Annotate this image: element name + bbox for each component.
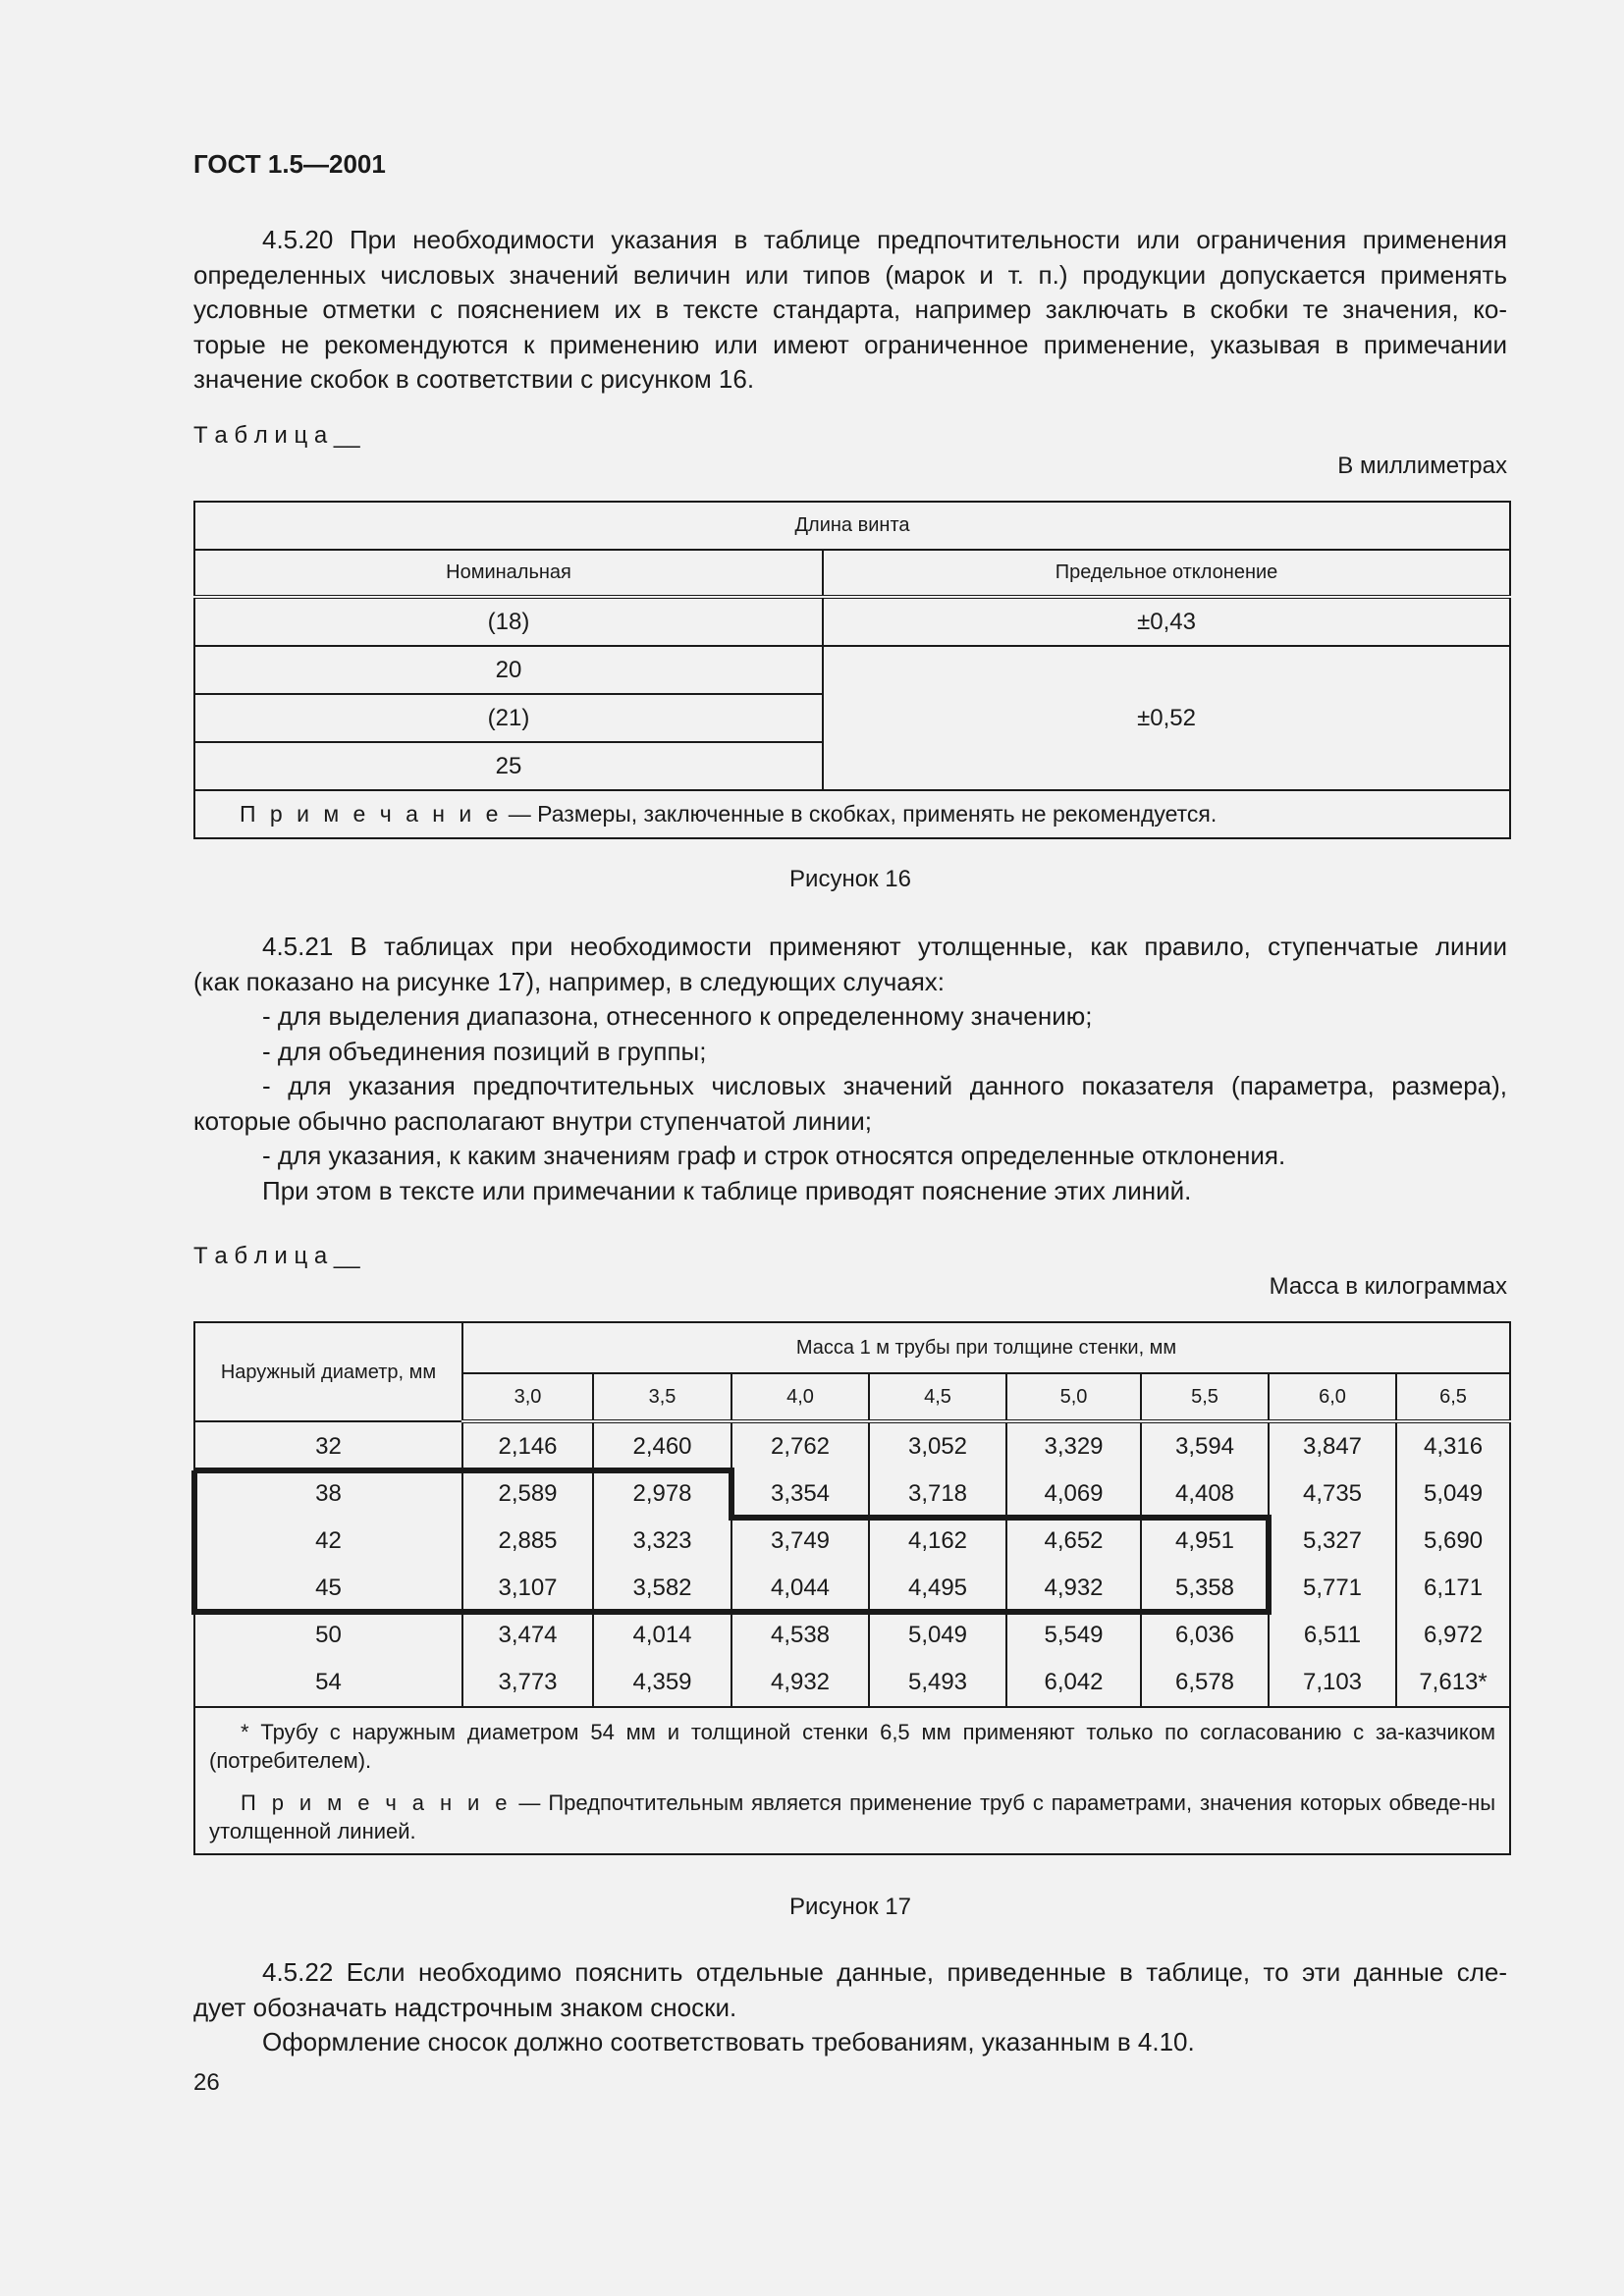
paragraph-4-5-20 (193, 223, 1507, 398)
note-text: — Предпочтительным является применение труб с параметрами, значения которых обведе-ны утолщенной линией. (209, 1790, 1496, 1843)
mass-cell: 2,978 (593, 1470, 731, 1518)
figure-caption: Рисунок 16 (789, 866, 911, 892)
paragraph-line: (как показано на рисунке 17), например, в следующих случаях: (193, 966, 946, 996)
mass-cell: 2,885 (462, 1518, 593, 1565)
group-header: Длина винта (194, 502, 1510, 550)
list-item: - для указания, к каким значениям граф и строк относятся определенные отклонения. (262, 1141, 1286, 1170)
mass-cell: 3,847 (1269, 1421, 1396, 1470)
mass-cell: 4,951 (1141, 1518, 1269, 1565)
paragraph-4-5-22 (193, 1955, 1507, 2060)
mass-cell: 5,358 (1141, 1565, 1269, 1612)
mass-cell: 4,316 (1396, 1421, 1510, 1470)
mass-cell: 2,146 (462, 1421, 593, 1470)
document-code: ГОСТ 1.5—2001 (193, 149, 386, 179)
mass-cell: 4,652 (1006, 1518, 1141, 1565)
mass-cell: 3,107 (462, 1565, 593, 1612)
table-label: Т а б л и ц а __ (193, 422, 360, 449)
figure-caption: Рисунок 17 (789, 1894, 911, 1920)
mass-cell: 6,171 (1396, 1565, 1510, 1612)
paragraph-line: дует обозначать надстрочным знаком сноски. (193, 1992, 737, 2022)
deviation-cell: ±0,43 (823, 597, 1510, 646)
table-note (194, 790, 1510, 838)
mass-cell: 5,327 (1269, 1518, 1396, 1565)
column-header-deviation: Предельное отклонение (823, 550, 1510, 597)
mass-cell: 6,036 (1141, 1612, 1269, 1659)
mass-cell: 3,773 (462, 1659, 593, 1707)
mass-cell: 3,474 (462, 1612, 593, 1659)
mass-cell: 4,014 (593, 1612, 731, 1659)
page-number: 26 (193, 2069, 220, 2096)
thickness-header: 4,0 (731, 1373, 869, 1421)
nominal-cell: 20 (194, 646, 823, 694)
paragraph-line: 4.5.22 Если необходимо пояснить отдельные данные, приведенные в таблице, то эти данные сле- (262, 1957, 1507, 1987)
deviation-cell: ±0,52 (823, 646, 1510, 790)
table-units: В миллиметрах (1337, 453, 1507, 479)
mass-cell: 4,538 (731, 1612, 869, 1659)
nominal-cell: (18) (194, 597, 823, 646)
mass-cell: 6,578 (1141, 1659, 1269, 1707)
mass-cell: 4,044 (731, 1565, 869, 1612)
mass-cell: 5,493 (869, 1659, 1006, 1707)
table-row (194, 1421, 1510, 1470)
table-row (194, 597, 1510, 646)
thickness-header: 6,0 (1269, 1373, 1396, 1421)
note-label: П р и м е ч а н и е (241, 1790, 512, 1815)
mass-cell: 4,735 (1269, 1470, 1396, 1518)
mass-cell: 5,049 (869, 1612, 1006, 1659)
note-label: П р и м е ч а н и е (240, 801, 503, 827)
nominal-cell: 25 (194, 742, 823, 790)
thickness-header: 4,5 (869, 1373, 1006, 1421)
table-row (194, 1612, 1510, 1659)
paragraph-line: Оформление сносок должно соответствовать требованиям, указанным в 4.10. (262, 2027, 1195, 2056)
pipe-mass-rows (194, 1421, 1510, 1707)
paragraph-line: значение скобок в соответствии с рисунком 16. (193, 364, 755, 394)
thickness-header: 3,5 (593, 1373, 731, 1421)
mass-cell: 2,589 (462, 1470, 593, 1518)
paragraph-line: При этом в тексте или примечании к таблице приводят пояснение этих линий. (262, 1175, 1192, 1205)
mass-cell: 2,762 (731, 1421, 869, 1470)
pipe-mass-table (193, 1321, 1511, 1855)
mass-cell: 3,323 (593, 1518, 731, 1565)
mass-cell: 4,932 (731, 1659, 869, 1707)
mass-cell: 3,052 (869, 1421, 1006, 1470)
table-units: Масса в килограммах (1269, 1273, 1507, 1300)
paragraph-line: определенных числовых значений величин или типов (марок и т. п.) продукции допускается применять (193, 259, 1507, 290)
mass-cell: 2,460 (593, 1421, 731, 1470)
mass-cell: 7,613* (1396, 1659, 1510, 1707)
table-row (194, 1518, 1510, 1565)
mass-cell: 5,049 (1396, 1470, 1510, 1518)
table-row (194, 1470, 1510, 1518)
mass-cell: 3,749 (731, 1518, 869, 1565)
mass-cell: 6,972 (1396, 1612, 1510, 1659)
table-row (194, 646, 1510, 694)
column-header-diameter: Наружный диаметр, мм (194, 1322, 462, 1421)
group-header: Масса 1 м трубы при толщине стенки, мм (462, 1322, 1510, 1373)
table-footer (194, 1707, 1510, 1854)
mass-cell: 6,042 (1006, 1659, 1141, 1707)
mass-cell: 4,495 (869, 1565, 1006, 1612)
note-text: — Размеры, заключенные в скобках, применять не рекомендуется. (502, 801, 1218, 827)
diameter-cell: 38 (194, 1470, 462, 1518)
paragraph-line: торые не рекомендуются к применению или имеют ограниченное применение, указывая в примечании (193, 329, 1507, 359)
diameter-cell: 54 (194, 1659, 462, 1707)
mass-cell: 4,359 (593, 1659, 731, 1707)
table-label: Т а б л и ц а __ (193, 1243, 360, 1269)
column-header-nominal: Номинальная (194, 550, 823, 597)
paragraph-4-5-21 (193, 930, 1507, 1208)
mass-cell: 3,354 (731, 1470, 869, 1518)
mass-cell: 4,162 (869, 1518, 1006, 1565)
mass-cell: 4,932 (1006, 1565, 1141, 1612)
mass-cell: 4,408 (1141, 1470, 1269, 1518)
table-row (194, 1659, 1510, 1707)
thickness-header: 6,5 (1396, 1373, 1510, 1421)
footnote: * Трубу с наружным диаметром 54 мм и толщиной стенки 6,5 мм применяют только по согласованию с за-казчиком (потребителем). (209, 1720, 1496, 1773)
screw-length-table (193, 501, 1511, 839)
diameter-cell: 45 (194, 1565, 462, 1612)
nominal-cell: (21) (194, 694, 823, 742)
mass-cell: 4,069 (1006, 1470, 1141, 1518)
mass-cell: 5,771 (1269, 1565, 1396, 1612)
diameter-cell: 42 (194, 1518, 462, 1565)
list-item: - для объединения позиций в группы; (262, 1036, 707, 1066)
table-row (194, 1565, 1510, 1612)
diameter-cell: 50 (194, 1612, 462, 1659)
mass-cell: 5,549 (1006, 1612, 1141, 1659)
list-item: - для указания предпочтительных числовых значений данного показателя (параметра, размера), (262, 1071, 1507, 1100)
thickness-header: 5,0 (1006, 1373, 1141, 1421)
table-note (209, 1789, 1495, 1845)
mass-cell: 3,329 (1006, 1421, 1141, 1470)
thickness-header: 5,5 (1141, 1373, 1269, 1421)
thickness-header: 3,0 (462, 1373, 593, 1421)
mass-cell: 7,103 (1269, 1659, 1396, 1707)
mass-cell: 3,718 (869, 1470, 1006, 1518)
paragraph-line: 4.5.21 В таблицах при необходимости применяют утолщенные, как правило, ступенчатые линии (262, 932, 1507, 961)
mass-cell: 6,511 (1269, 1612, 1396, 1659)
mass-cell: 3,594 (1141, 1421, 1269, 1470)
paragraph-line: условные отметки с пояснением их в тексте стандарта, например заключать в скобки те значения, ко- (193, 294, 1507, 324)
mass-cell: 3,582 (593, 1565, 731, 1612)
list-item: которые обычно располагают внутри ступенчатой линии; (193, 1105, 873, 1136)
mass-cell: 5,690 (1396, 1518, 1510, 1565)
paragraph-line: 4.5.20 При необходимости указания в таблице предпочтительности или ограничения применения (262, 225, 1507, 254)
diameter-cell: 32 (194, 1421, 462, 1470)
list-item: - для выделения диапазона, отнесенного к определенному значению; (262, 1001, 1093, 1031)
